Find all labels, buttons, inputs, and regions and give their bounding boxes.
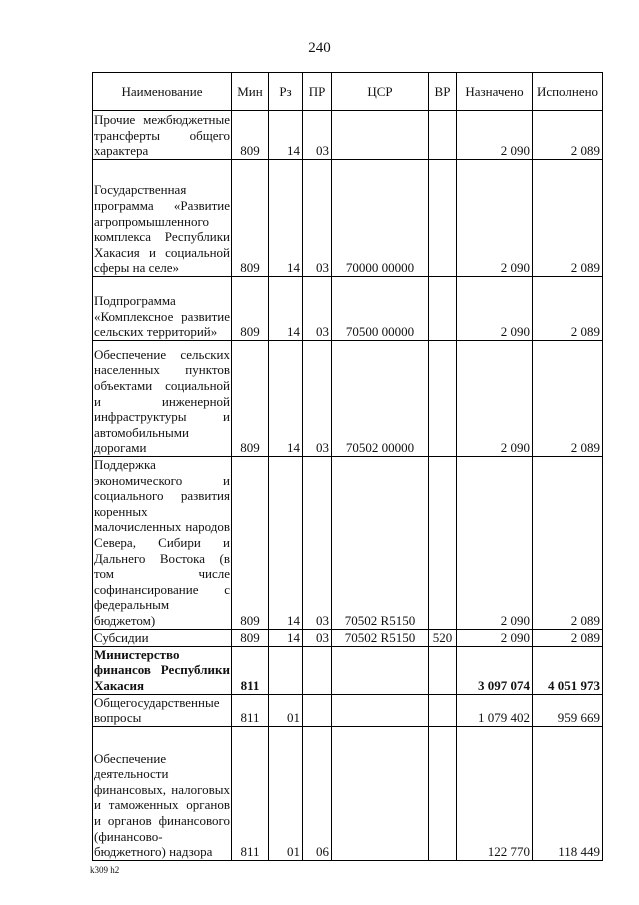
table-header-row	[93, 73, 603, 111]
row-csr-cell: 70502 R5150	[332, 457, 429, 630]
column-header-name: Наименование	[93, 73, 232, 111]
row-min-cell: 811	[232, 726, 269, 860]
row-rz-cell: 14	[269, 341, 303, 457]
row-rz-cell: 14	[269, 629, 303, 646]
row-name-cell: Обеспечение сельских населенных пунктов объектами социальной и инженерной инфраструктуры и автомобильными дорогами	[93, 341, 232, 457]
table-row	[93, 277, 603, 341]
row-rz-cell: 01	[269, 726, 303, 860]
row-vr-cell: 520	[429, 629, 457, 646]
row-executed-cell: 4 051 973	[533, 646, 603, 694]
row-min-cell: 811	[232, 694, 269, 726]
row-vr-cell	[429, 694, 457, 726]
row-min-cell: 809	[232, 457, 269, 630]
table-row	[93, 160, 603, 277]
column-header-min: Мин	[232, 73, 269, 111]
row-rz-cell: 01	[269, 694, 303, 726]
row-name-cell: Подпрограмма «Комплексное развитие сельских территорий»	[93, 277, 232, 341]
table-row	[93, 457, 603, 630]
column-header-vr: ВР	[429, 73, 457, 111]
row-min-cell: 809	[232, 341, 269, 457]
row-executed-cell: 2 089	[533, 457, 603, 630]
column-header-assigned: Назначено	[457, 73, 533, 111]
row-vr-cell	[429, 726, 457, 860]
row-min-cell: 811	[232, 646, 269, 694]
row-vr-cell	[429, 160, 457, 277]
row-min-cell: 809	[232, 277, 269, 341]
table-row	[93, 629, 603, 646]
row-name-cell: Обеспечение деятельности финансовых, налоговых и таможенных органов и органов финансового (финансово-бюджетного) надзора	[93, 726, 232, 860]
row-name-cell: Общегосударственные вопросы	[93, 694, 232, 726]
row-executed-cell: 2 089	[533, 277, 603, 341]
row-assigned-cell: 3 097 074	[457, 646, 533, 694]
row-rz-cell: 14	[269, 457, 303, 630]
row-rz-cell: 14	[269, 277, 303, 341]
row-pr-cell	[303, 694, 332, 726]
row-min-cell: 809	[232, 111, 269, 160]
row-name-cell: Прочие межбюджетные трансферты общего характера	[94, 112, 230, 159]
row-executed-cell: 118 449	[533, 726, 603, 860]
table-body	[93, 111, 603, 861]
row-csr-cell	[332, 111, 429, 160]
row-name-cell: Поддержка экономического и социального развития коренных малочисленных народов Севера, Сибири и Дальнего Востока (в том числе софинансирование с федеральным бюджетом)	[94, 457, 230, 628]
row-assigned-cell: 2 090	[457, 160, 533, 277]
row-assigned-cell: 2 090	[457, 277, 533, 341]
row-pr-cell: 03	[303, 457, 332, 630]
row-csr-cell: 70000 00000	[332, 160, 429, 277]
row-pr-cell: 03	[303, 160, 332, 277]
table-row	[93, 726, 603, 860]
row-assigned-cell: 2 090	[457, 111, 533, 160]
row-min-cell: 809	[232, 160, 269, 277]
row-vr-cell	[429, 457, 457, 630]
row-vr-cell	[429, 646, 457, 694]
row-executed-cell: 2 089	[533, 111, 603, 160]
table-row	[93, 341, 603, 457]
row-name-cell: Государственная программа «Развитие агропромышленного комплекса Республики Хакасия и социальной сферы на селе»	[93, 160, 232, 277]
table-row	[93, 111, 603, 160]
row-assigned-cell: 2 090	[457, 629, 533, 646]
row-pr-cell: 03	[303, 629, 332, 646]
row-vr-cell	[429, 111, 457, 160]
row-assigned-cell: 122 770	[457, 726, 533, 860]
budget-table	[92, 72, 603, 861]
row-csr-cell: 70500 00000	[332, 277, 429, 341]
row-pr-cell: 03	[303, 341, 332, 457]
row-csr-cell: 70502 R5150	[332, 629, 429, 646]
row-vr-cell	[429, 341, 457, 457]
row-csr-cell	[332, 694, 429, 726]
row-pr-cell	[303, 646, 332, 694]
row-executed-cell: 2 089	[533, 629, 603, 646]
row-name-cell: Субсидии	[93, 629, 232, 646]
row-vr-cell	[429, 277, 457, 341]
row-csr-cell: 70502 00000	[332, 341, 429, 457]
row-rz-cell: 14	[269, 111, 303, 160]
row-pr-cell: 03	[303, 111, 332, 160]
row-rz-cell	[269, 646, 303, 694]
row-pr-cell: 03	[303, 277, 332, 341]
row-assigned-cell: 1 079 402	[457, 694, 533, 726]
column-header-rz: Рз	[269, 73, 303, 111]
row-assigned-cell: 2 090	[457, 341, 533, 457]
table-row	[93, 694, 603, 726]
row-rz-cell: 14	[269, 160, 303, 277]
footer-code: k309 h2	[90, 865, 120, 875]
row-csr-cell	[332, 726, 429, 860]
column-header-pr: ПР	[303, 73, 332, 111]
page-number: 240	[308, 40, 331, 56]
column-header-executed: Исполнено	[533, 73, 603, 111]
row-assigned-cell: 2 090	[457, 457, 533, 630]
row-name-cell: Министерство финансов Республики Хакасия	[94, 646, 230, 693]
row-pr-cell: 06	[303, 726, 332, 860]
row-executed-cell: 2 089	[533, 341, 603, 457]
column-header-csr: ЦСР	[332, 73, 429, 111]
table-row	[93, 646, 603, 694]
row-executed-cell: 959 669	[533, 694, 603, 726]
row-min-cell: 809	[232, 629, 269, 646]
row-csr-cell	[332, 646, 429, 694]
row-executed-cell: 2 089	[533, 160, 603, 277]
